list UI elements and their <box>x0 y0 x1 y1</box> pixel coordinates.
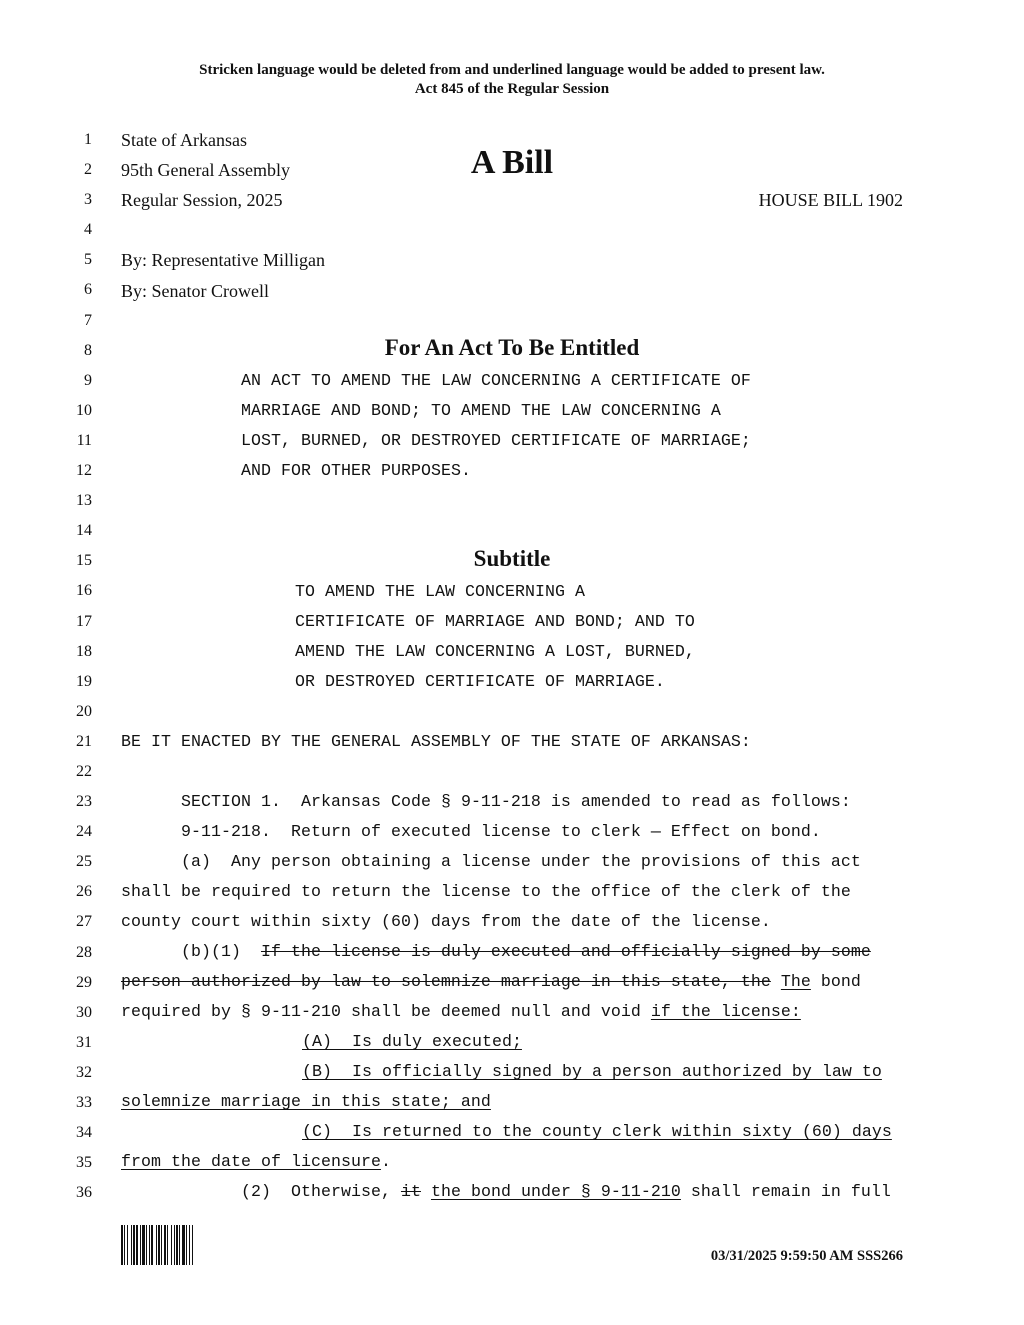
line-number: 27 <box>76 913 92 931</box>
barcode-bar <box>124 1225 125 1265</box>
body-line <box>181 937 871 967</box>
subtitle-line: TO AMEND THE LAW CONCERNING A <box>295 582 585 601</box>
line-number: 15 <box>76 552 92 570</box>
added-text: if the license: <box>650 1002 801 1021</box>
line-number-column <box>40 125 92 1208</box>
code-section-title: 9-11-218. Return of executed license to clerk — Effect on bond. <box>181 822 821 841</box>
line-number: 9 <box>84 371 92 389</box>
document-type-title: A Bill <box>470 144 554 181</box>
line-number: 28 <box>76 943 92 961</box>
barcode-bar <box>189 1225 190 1265</box>
line-number: 33 <box>76 1094 92 1111</box>
barcode-bar <box>136 1225 138 1265</box>
barcode-bar <box>149 1225 150 1265</box>
session-name: Regular Session, 2025 <box>121 190 283 210</box>
bill-number: HOUSE BILL 1902 <box>758 190 903 210</box>
barcode-bar <box>167 1225 168 1265</box>
barcode-bar <box>179 1225 180 1265</box>
barcode-image <box>121 1225 249 1265</box>
line-number: 1 <box>84 131 92 148</box>
barcode-bar <box>146 1225 147 1265</box>
body-line <box>121 1087 491 1117</box>
added-text: (A) Is duly executed; <box>302 1032 522 1051</box>
line-number: 25 <box>76 853 92 871</box>
barcode-bar <box>156 1225 157 1265</box>
subtitle-line: CERTIFICATE OF MARRIAGE AND BOND; AND TO <box>295 612 695 631</box>
body-line <box>121 997 801 1027</box>
barcode-bar <box>176 1225 178 1265</box>
body-line <box>121 1147 391 1177</box>
barcode-bar <box>192 1225 193 1265</box>
subtitle-heading: Subtitle <box>473 546 551 571</box>
stricken-text: it <box>400 1182 421 1201</box>
line-number: 29 <box>76 973 92 991</box>
body-line <box>302 1057 882 1087</box>
plain-text: (b)(1) <box>181 942 261 961</box>
sponsor-representative: By: Representative Milligan <box>121 250 325 270</box>
line-number: 31 <box>76 1033 92 1051</box>
line-number: 34 <box>76 1124 92 1142</box>
line-number: 14 <box>76 522 92 540</box>
barcode-bar <box>133 1225 135 1265</box>
added-text: (C) Is returned to the county clerk within sixty (60) days <box>302 1122 892 1141</box>
act-title-line: MARRIAGE AND BOND; TO AMEND THE LAW CONCERNING A <box>241 401 721 420</box>
barcode-bar <box>171 1225 172 1265</box>
barcode-bar <box>186 1225 187 1265</box>
notice-line-1: Stricken language would be deleted from and underlined language would be added to present law. <box>199 62 825 78</box>
line-number: 23 <box>76 793 92 811</box>
stricken-text: person authorized by law to solemnize marriage in this state, the <box>121 972 771 991</box>
body-line <box>121 967 861 997</box>
barcode-bar <box>131 1225 132 1265</box>
line-number: 30 <box>76 1003 92 1021</box>
plain-text: (2) Otherwise, <box>241 1182 401 1201</box>
enacting-clause: BE IT ENACTED BY THE GENERAL ASSEMBLY OF THE STATE OF ARKANSAS: <box>121 732 751 751</box>
body-line: (a) Any person obtaining a license under the provisions of this act <box>181 852 861 871</box>
line-number: 7 <box>84 311 92 329</box>
stricken-text: If the license is duly executed and officially signed by some <box>260 942 871 961</box>
barcode-bar <box>140 1225 141 1265</box>
plain-text: shall remain in full <box>680 1182 891 1201</box>
barcode-bar <box>164 1225 166 1265</box>
sponsor-senator: By: Senator Crowell <box>121 281 269 301</box>
added-text: (B) Is officially signed by a person authorized by law to <box>302 1062 882 1081</box>
amendment-notice <box>0 61 1024 99</box>
timestamp-stamp: 03/31/2025 9:59:50 AM SSS266 <box>710 1248 903 1264</box>
subtitle-line: AMEND THE LAW CONCERNING A LOST, BURNED, <box>295 642 695 661</box>
added-text: the bond under § 9-11-210 <box>430 1182 681 1201</box>
line-number: 4 <box>84 221 92 239</box>
plain-text: . <box>380 1152 391 1171</box>
body-line: shall be required to return the license to the office of the clerk of the <box>121 882 851 901</box>
line-number: 18 <box>76 642 92 660</box>
line-number: 35 <box>76 1154 92 1172</box>
plain-text: bond <box>810 972 861 991</box>
body-line <box>302 1117 892 1147</box>
line-number: 24 <box>76 823 92 841</box>
body-line <box>302 1027 522 1057</box>
line-number: 21 <box>76 732 92 750</box>
line-number: 3 <box>84 191 92 209</box>
barcode-bar <box>121 1225 123 1265</box>
line-number: 26 <box>76 883 92 901</box>
added-text: The <box>780 972 811 991</box>
line-number: 2 <box>84 161 92 179</box>
body-line: county court within sixty (60) days from the date of the license. <box>121 912 771 931</box>
barcode-graphic <box>121 1225 249 1265</box>
subtitle-line: OR DESTROYED CERTIFICATE OF MARRIAGE. <box>295 672 665 691</box>
barcode-bar <box>182 1225 185 1265</box>
line-number: 12 <box>76 462 92 480</box>
added-text: solemnize marriage in this state; and <box>121 1092 491 1111</box>
general-assembly: 95th General Assembly <box>121 160 290 180</box>
line-number: 22 <box>76 762 92 780</box>
line-number: 5 <box>84 251 92 269</box>
act-title-line: AND FOR OTHER PURPOSES. <box>241 461 471 480</box>
line-number: 6 <box>84 281 92 299</box>
barcode-bar <box>127 1225 128 1265</box>
notice-line-2: Act 845 of the Regular Session <box>414 81 610 97</box>
line-number: 32 <box>76 1063 92 1081</box>
line-number: 17 <box>76 612 92 630</box>
barcode-bar <box>142 1225 145 1265</box>
line-number: 13 <box>76 492 92 510</box>
barcode-bar <box>174 1225 175 1265</box>
barcode-bar <box>161 1225 162 1265</box>
act-title-line: AN ACT TO AMEND THE LAW CONCERNING A CERTIFICATE OF <box>241 371 751 390</box>
state-name: State of Arkansas <box>121 130 247 150</box>
line-number: 20 <box>76 702 92 720</box>
added-text: from the date of licensure <box>121 1152 381 1171</box>
plain-text: required by § 9-11-210 shall be deemed null and void <box>121 1002 651 1021</box>
line-number: 8 <box>84 341 92 359</box>
act-title-line: LOST, BURNED, OR DESTROYED CERTIFICATE OF MARRIAGE; <box>241 431 751 450</box>
line-number: 10 <box>76 401 92 419</box>
line-number: 11 <box>76 431 92 449</box>
line-number: 19 <box>76 672 92 690</box>
act-heading: For An Act To Be Entitled <box>384 335 640 360</box>
line-number: 16 <box>76 582 92 600</box>
line-number: 36 <box>76 1184 92 1202</box>
body-line <box>241 1177 891 1207</box>
section-heading: SECTION 1. Arkansas Code § 9-11-218 is amended to read as follows: <box>181 792 851 811</box>
barcode-bar <box>158 1225 160 1265</box>
barcode-bar <box>151 1225 153 1265</box>
